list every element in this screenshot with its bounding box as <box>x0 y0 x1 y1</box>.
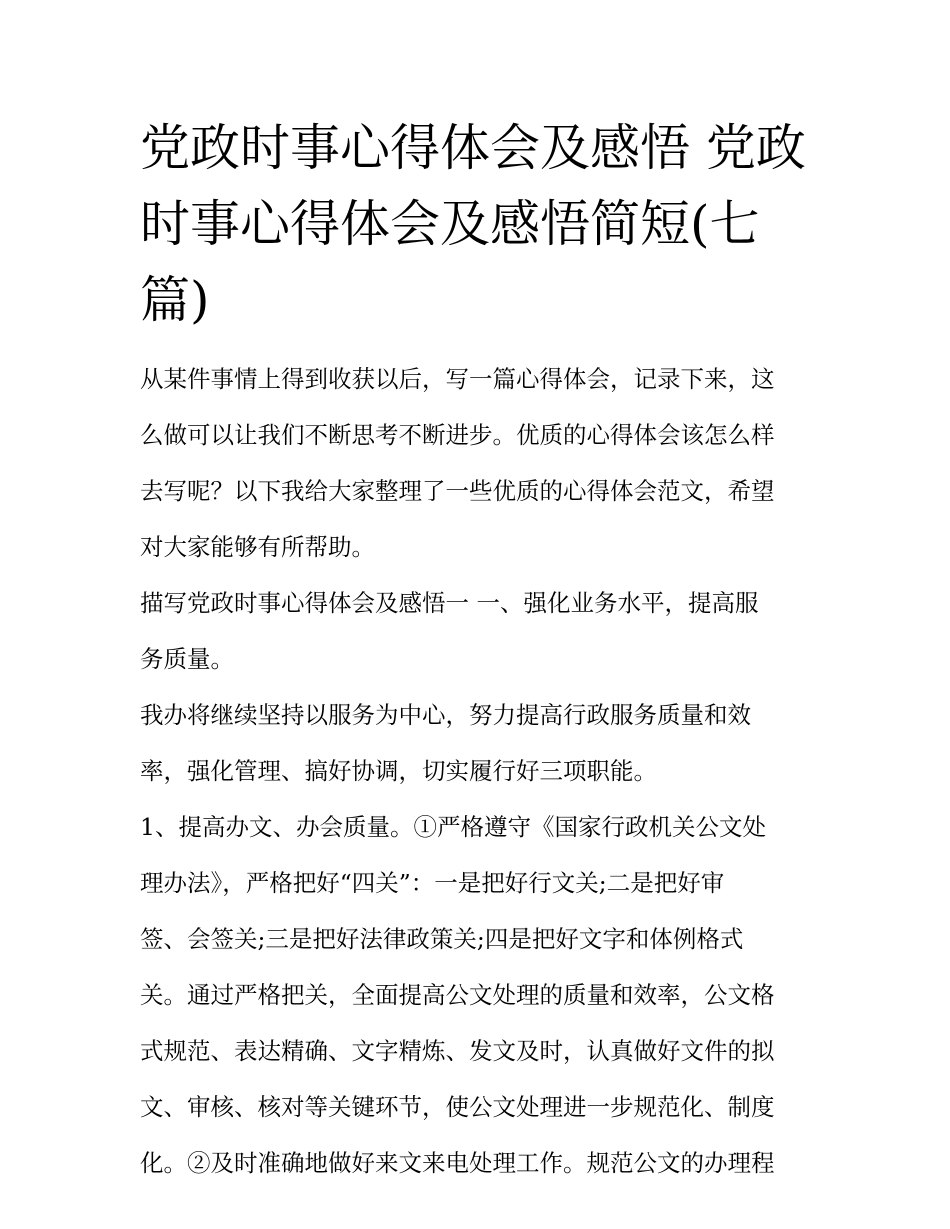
title-line: 时事心得体会及感悟简短(七 <box>140 195 760 253</box>
body-line: 么做可以让我们不断思考不断进步。优质的心得体会该怎么样 <box>140 421 775 449</box>
title-line: 党政时事心得体会及感悟 党政 <box>140 119 806 177</box>
body-line: 我办将继续坚持以服务为中心，努力提高行政服务质量和效 <box>140 701 751 729</box>
body-line: 式规范、表达精确、文字精炼、发文及时，认真做好文件的拟 <box>140 1037 775 1065</box>
body-line: 化。②及时准确地做好来文来电处理工作。规范公文的办理程 <box>140 1149 775 1177</box>
body-line: 对大家能够有所帮助。 <box>140 533 375 561</box>
document-title <box>140 110 820 338</box>
body-line: 关。通过严格把关，全面提高公文处理的质量和效率，公文格 <box>140 981 775 1009</box>
body-line: 务质量。 <box>140 645 234 673</box>
body-line: 签、会签关;三是把好法律政策关;四是把好文字和体例格式 <box>140 925 744 953</box>
body-line: 文、审核、核对等关键环节，使公文处理进一步规范化、制度 <box>140 1093 775 1121</box>
title-line: 篇) <box>140 271 210 329</box>
body-line: 率，强化管理、搞好协调，切实履行好三项职能。 <box>140 757 657 785</box>
body-line: 去写呢？以下我给大家整理了一些优质的心得体会范文，希望 <box>140 477 775 505</box>
body-line: 从某件事情上得到收获以后，写一篇心得体会，记录下来，这 <box>140 365 775 393</box>
body-line: 描写党政时事心得体会及感悟一 一、强化业务水平，提高服 <box>140 589 759 617</box>
body-line: 理办法》，严格把好“四关”：一是把好行文关;二是把好审 <box>140 869 725 897</box>
document-body <box>140 351 820 1191</box>
body-line: 1、提高办文、办会质量。①严格遵守《国家行政机关公文处 <box>140 813 766 841</box>
